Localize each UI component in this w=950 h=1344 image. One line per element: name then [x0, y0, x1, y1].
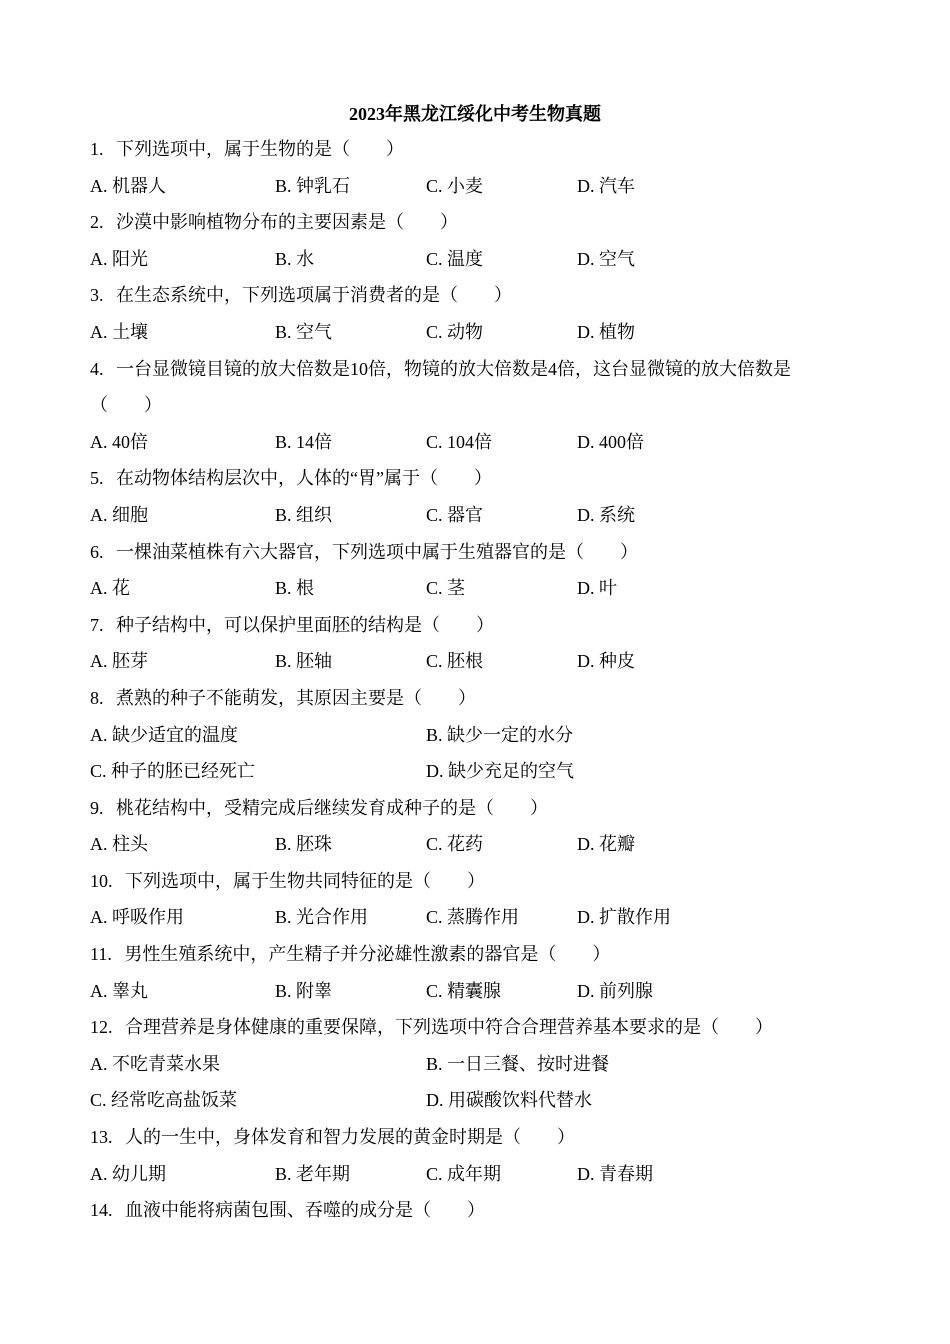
question-text: 血液中能将病菌包围、吞噬的成分是（ ）: [125, 1200, 485, 1221]
question-text: 在生态系统中，下列选项属于消费者的是（ ）: [116, 285, 512, 306]
question-list: [90, 136, 860, 1234]
options-row: [90, 648, 860, 685]
option-b: B. 胚珠: [275, 834, 333, 855]
options-row: [90, 429, 860, 466]
option-d: D. 缺少充足的空气: [426, 761, 574, 782]
option-b: B. 附睾: [275, 980, 333, 1001]
options-row: [90, 173, 860, 210]
options-row: [90, 575, 860, 612]
options-row: [90, 319, 860, 356]
question-4-continuation: [90, 392, 860, 429]
question-8: [90, 685, 860, 722]
question-6: [90, 539, 860, 576]
option-b: B. 钟乳石: [275, 175, 351, 196]
option-a: A. 细胞: [90, 504, 148, 525]
option-c: C. 成年期: [426, 1163, 502, 1184]
options-row: [90, 246, 860, 283]
option-d: D. 前列腺: [577, 980, 653, 1001]
question-number: 14.: [90, 1200, 113, 1221]
question-7: [90, 612, 860, 649]
option-b: B. 组织: [275, 504, 333, 525]
option-c: C. 小麦: [426, 175, 484, 196]
option-a: A. 幼儿期: [90, 1163, 166, 1184]
option-d: D. 400倍: [577, 431, 644, 452]
option-a: A. 40倍: [90, 431, 148, 452]
options-row: [90, 831, 860, 868]
question-1: [90, 136, 860, 173]
question-number: 2.: [90, 212, 104, 233]
question-text: 男性生殖系统中，产生精子并分泌雄性激素的器官是（ ）: [124, 944, 611, 965]
option-d: D. 汽车: [577, 175, 635, 196]
options-row: [90, 502, 860, 539]
option-c: C. 104倍: [426, 431, 493, 452]
question-number: 4.: [90, 358, 104, 379]
question-text: 在动物体结构层次中，人体的“胃”属于（ ）: [116, 468, 492, 489]
answer-blank: （ ）: [90, 395, 162, 416]
option-d: D. 花瓣: [577, 834, 635, 855]
question-4: [90, 356, 860, 393]
option-c: C. 胚根: [426, 651, 484, 672]
option-a: A. 柱头: [90, 834, 148, 855]
option-c: C. 器官: [426, 504, 484, 525]
options-row: [90, 978, 860, 1015]
question-number: 1.: [90, 139, 104, 159]
option-b: B. 老年期: [275, 1163, 351, 1184]
question-3: [90, 282, 860, 319]
question-11: [90, 941, 860, 978]
option-b: B. 一日三餐、按时进餐: [426, 1053, 610, 1074]
question-number: 3.: [90, 285, 104, 306]
options-row: [90, 904, 860, 941]
option-a: A. 胚芽: [90, 651, 148, 672]
question-12: [90, 1014, 860, 1051]
question-text: 合理营养是身体健康的重要保障，下列选项中符合合理营养基本要求的是（ ）: [125, 1017, 773, 1038]
options-row: [90, 758, 860, 795]
option-d: D. 扩散作用: [577, 907, 671, 928]
option-a: A. 呼吸作用: [90, 907, 184, 928]
question-text: 人的一生中，身体发育和智力发展的黄金时期是（ ）: [125, 1127, 575, 1148]
question-number: 8.: [90, 687, 104, 708]
option-b: B. 光合作用: [275, 907, 369, 928]
option-a: A. 缺少适宜的温度: [90, 724, 238, 745]
option-b: B. 缺少一定的水分: [426, 724, 574, 745]
question-text: 一棵油菜植株有六大器官，下列选项中属于生殖器官的是（ ）: [116, 541, 638, 562]
option-c: C. 蒸腾作用: [426, 907, 520, 928]
option-a: A. 不吃青菜水果: [90, 1053, 220, 1074]
option-c: C. 花药: [426, 834, 484, 855]
question-2: [90, 209, 860, 246]
question-number: 12.: [90, 1017, 113, 1038]
question-number: 7.: [90, 614, 104, 635]
option-c: C. 温度: [426, 248, 484, 269]
question-text: 煮熟的种子不能萌发，其原因主要是（ ）: [116, 687, 476, 708]
option-d: D. 植物: [577, 321, 635, 342]
options-row: [90, 1087, 860, 1124]
option-c: C. 动物: [426, 321, 484, 342]
question-14: [90, 1197, 860, 1234]
option-d: D. 青春期: [577, 1163, 653, 1184]
option-d: D. 叶: [577, 578, 617, 599]
option-b: B. 根: [275, 578, 315, 599]
option-d: D. 种皮: [577, 651, 635, 672]
question-text: 下列选项中，属于生物的是（ ）: [116, 139, 404, 159]
option-c: C. 种子的胚已经死亡: [90, 761, 256, 782]
option-d: D. 用碳酸饮料代替水: [426, 1090, 592, 1111]
question-text: 桃花结构中，受精完成后继续发育成种子的是（ ）: [116, 797, 548, 818]
question-text: 沙漠中影响植物分布的主要因素是（ ）: [116, 212, 458, 233]
option-c: C. 经常吃高盐饭菜: [90, 1090, 238, 1111]
option-b: B. 空气: [275, 321, 333, 342]
question-9: [90, 795, 860, 832]
options-row: [90, 722, 860, 759]
question-text: 下列选项中，属于生物共同特征的是（ ）: [125, 870, 485, 891]
option-c: C. 精囊腺: [426, 980, 502, 1001]
option-a: A. 阳光: [90, 248, 148, 269]
option-a: A. 机器人: [90, 175, 166, 196]
option-b: B. 14倍: [275, 431, 333, 452]
option-a: A. 睾丸: [90, 980, 148, 1001]
page-title: 2023年黑龙江绥化中考生物真题: [349, 104, 601, 124]
question-text: 一台显微镜目镜的放大倍数是10倍，物镜的放大倍数是4倍，这台显微镜的放大倍数是: [116, 358, 791, 379]
question-5: [90, 465, 860, 502]
question-number: 13.: [90, 1127, 113, 1148]
question-text: 种子结构中，可以保护里面胚的结构是（ ）: [116, 614, 494, 635]
question-10: [90, 868, 860, 905]
option-d: D. 系统: [577, 504, 635, 525]
option-b: B. 水: [275, 248, 315, 269]
options-row: [90, 1051, 860, 1088]
question-number: 10.: [90, 870, 113, 891]
question-number: 6.: [90, 541, 104, 562]
question-number: 11.: [90, 944, 112, 965]
question-13: [90, 1124, 860, 1161]
question-number: 9.: [90, 797, 104, 818]
option-d: D. 空气: [577, 248, 635, 269]
option-b: B. 胚轴: [275, 651, 333, 672]
option-c: C. 茎: [426, 578, 466, 599]
options-row: [90, 1161, 860, 1198]
option-a: A. 土壤: [90, 321, 148, 342]
question-number: 5.: [90, 468, 104, 489]
option-a: A. 花: [90, 578, 130, 599]
